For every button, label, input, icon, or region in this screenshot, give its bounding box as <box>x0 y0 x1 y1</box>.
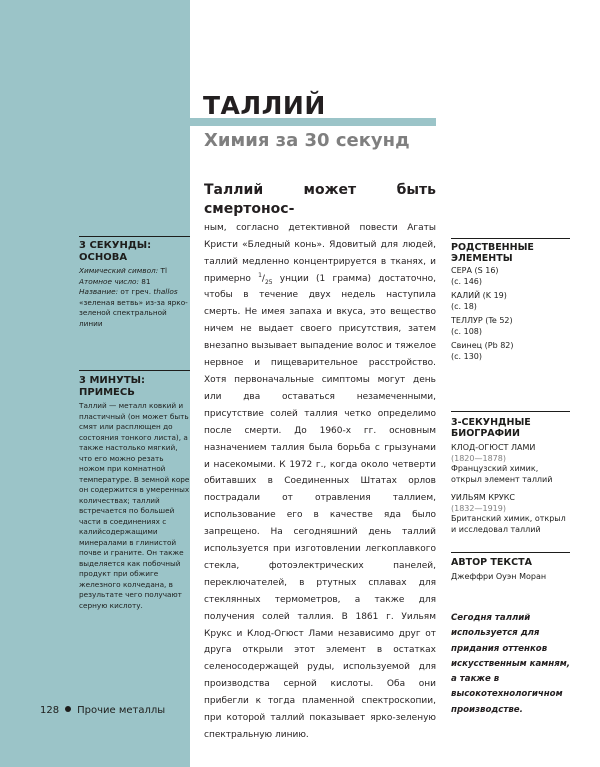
three-seconds-heading: 3 СЕКУНДЫ: ОСНОВА <box>79 240 152 263</box>
chemical-symbol: Химический символ: Tl <box>79 266 167 275</box>
biographies-rule <box>451 411 570 412</box>
related-element-item: КАЛИЙ (K 19) (с. 18) <box>451 291 507 311</box>
three-seconds-text <box>79 266 190 329</box>
three-seconds-rule <box>79 236 190 237</box>
page-number: 128 <box>40 705 60 716</box>
page-subtitle: Химия за 30 секунд <box>204 130 410 151</box>
related-element-item: Свинец (Pb 82) (с. 130) <box>451 341 514 361</box>
biography-item: УИЛЬЯМ КРУКС (1832—1919) Британский химик, открыл и исследовал таллий <box>451 493 566 534</box>
bullet-icon <box>65 706 71 712</box>
related-elements-heading: РОДСТВЕННЫЕ ЭЛЕМЕНТЫ <box>451 242 534 264</box>
section-name: Прочие металлы <box>77 705 166 716</box>
related-element-item: ТЕЛЛУР (Te 52) (с. 108) <box>451 316 513 336</box>
three-minutes-text: Таллий — металл ковкий и пластичный (он может быть смят или расплющен до состояния тонкого листа), а также настолько мягкий, что его можно резать ножом при комнатной температуре. В земной коре он содержится в умеренных количествах; таллий встречается по большей части в соединениях с калийсодержащими минералами в глинистой почве и граните. Он также выделяется как побочный продукт при обжиге железного колчедана, в результате чего получают серную кислоту. <box>79 401 190 610</box>
main-article-text: Таллий может быть смертонос- ным, согласно детективной повести Агаты Кристи «Бледный конь». Ядовитый для людей, таллий медленно концентрируется в тканях, и примерно $^1/_{25}$ унции (1 грамма) достаточно, чтобы в течение двух недель наступила смерть. Не имея запаха и вкуса, это вещество ничем не выдает своего присутствия, затем внезапно вызывает выпадение волос и тяжелое нервное и пищеварительное расстройство. Хотя первоначальные симптомы могут день или два оставаться незамеченными, присутствие солей таллия четко определимо после смерти. До 1960-х гг. основным назначением таллия была борьба с грызунами и насекомыми. К 1972 г., когда около четверти обитавших в Соединенных Штатах орлов пострадали от отравления таллием, использование его в качестве яда было запрещено. На сегодняшний день таллий используется при изготовлении легкоплавкого стекла, фотоэлектрических панелей, переключателей, в ртутных сплавах для стеклянных термометров, а также для получения солей таллия. В 1861 г. Уильям Крукс и Клод-Огюст Лами независимо друг от друга открыли этот элемент в остатках селеносодержащей руды, используемой для производства серной кислоты. Оба они прибегли к тогда пламенной спектроскопии, при которой таллий показывает ярко-зеленую спектральную линию. <box>204 182 436 740</box>
three-minutes-heading: 3 МИНУТЫ: ПРИМЕСЬ <box>79 375 146 398</box>
three-minutes-rule <box>79 370 190 371</box>
atomic-number: Атомное число: 81 <box>79 276 151 286</box>
element-name-origin: Название: от греч. thallos «зеленая ветвь» из-за ярко-зеленой спектральной линии <box>79 287 188 328</box>
author-rule <box>451 552 570 553</box>
related-elements-rule <box>451 238 570 239</box>
related-element-item: СЕРА (S 16) (с. 146) <box>451 266 499 286</box>
page-title: ТАЛЛИЙ <box>203 91 326 120</box>
page-footer <box>40 704 165 717</box>
biographies-heading: 3-СЕКУНДНЫЕ БИОГРАФИИ <box>451 417 531 439</box>
biography-item: КЛОД-ОГЮСТ ЛАМИ (1820—1878) Французский химик, открыл элемент таллий <box>451 443 553 484</box>
lead-sentence: Таллий может быть смертонос- <box>204 182 436 217</box>
pull-quote: Сегодня таллий используется для придания оттенков искусственным камням, а также в высокотехнологичном производстве. <box>451 613 571 715</box>
author-heading: АВТОР ТЕКСТА <box>451 557 532 568</box>
author-name: Джеффри Оуэн Моран <box>451 572 547 581</box>
